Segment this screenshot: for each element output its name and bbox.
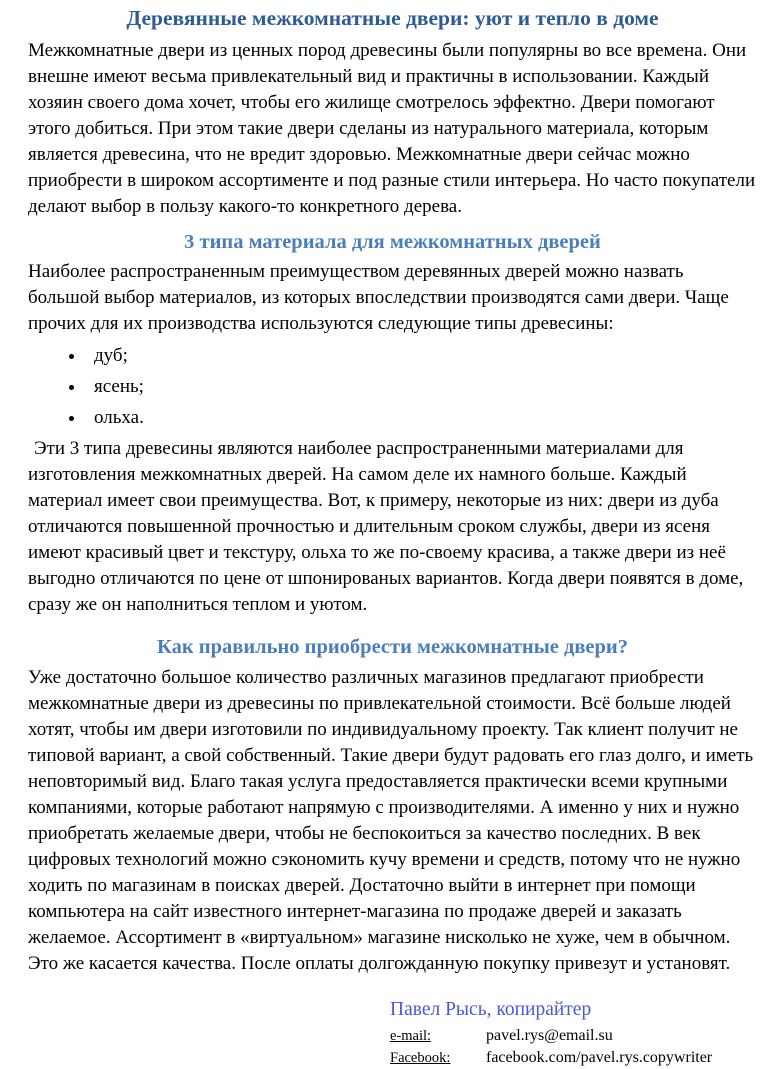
contact-row-email	[390, 1025, 757, 1047]
contact-row-facebook	[390, 1047, 757, 1069]
section2-heading: Как правильно приобрести межкомнатные двери?	[157, 636, 628, 658]
author-name: Павел Рысь, копирайтер	[390, 999, 592, 1020]
section1-lead-paragraph: Наиболее распространенным преимуществом деревянных дверей можно назвать большой выбор материалов, из которых впоследствии производятся сами двери. Чаще прочих для их производства используются следующие типы древесины:	[28, 261, 729, 334]
facebook-label: Facebook:	[390, 1050, 451, 1066]
list-item-oak: • дуб;	[86, 343, 757, 369]
list-item-alder: • ольха.	[86, 405, 757, 431]
wood-types-list	[28, 343, 757, 431]
intro-paragraph: Межкомнатные двери из ценных пород древесины были популярны во все времена. Они внешне имеют весьма привлекательный вид и практичны в использовании. Каждый хозяин своего дома хочет, чтобы его жилище смотрелось эффектно. Двери помогают этого добиться. При этом такие двери сделаны из натурального материала, которым является древесина, что не вредит здоровью. Межкомнатные двери сейчас можно приобрести в широком ассортименте и под разные стили интерьера. Но часто покупатели делают выбор в пользу какого-то конкретного дерева.	[28, 40, 756, 217]
list-item-ash: • ясень;	[86, 374, 757, 400]
signature-block	[390, 997, 757, 1069]
email-value: pavel.rys@email.su	[486, 1027, 613, 1044]
section1-heading: 3 типа материала для межкомнатных дверей	[184, 231, 601, 253]
email-label: e-mail:	[390, 1028, 432, 1044]
facebook-value: facebook.com/pavel.rys.copywriter	[486, 1049, 713, 1066]
document-title: Деревянные межкомнатные двери: уют и тепло в доме	[126, 6, 659, 30]
section2-body-paragraph: Уже достаточно большое количество различных магазинов предлагают приобрести межкомнатные двери из древесины по привлекательной стоимости. Всё больше людей хотят, чтобы им двери изготовили по индивидуальному проекту. Так клиент получит не типовой вариант, а свой собственный. Такие двери будут радовать его глаз долго, и иметь неповторимый вид. Благо такая услуга предоставляется практически всеми крупными компаниями, которые работают напрямую с производителями. А именно у них и нужно приобретать желаемые двери, чтобы не беспокоиться за качество последних. В век цифровых технологий можно сэкономить кучу времени и средств, потому что не нужно ходить по магазинам в поисках дверей. Достаточно выйти в интернет при помощи компьютера на сайт известного интернет-магазина по продаже дверей и заказать желаемое. Ассортимент в «виртуальном» магазине нисколько не хуже, чем в обычном. Это же касается качества. После оплаты долгожданную покупку привезут и установят.	[28, 667, 754, 974]
section1-body-paragraph: Эти 3 типа древесины являются наиболее распространенными материалами для изготовления межкомнатных дверей. На самом деле их намного больше. Каждый материал имеет свои преимущества. Вот, к примеру, некоторые из них: двери из дуба отличаются повышенной прочностью и длительным сроком службы, двери из ясеня имеют красивый цвет и текстуру, ольха то же по-своему красива, а также двери из неё выгодно отличаются по цене от шпонированых вариантов. Когда двери появятся в доме, сразу же он наполниться теплом и уютом.	[28, 438, 744, 615]
